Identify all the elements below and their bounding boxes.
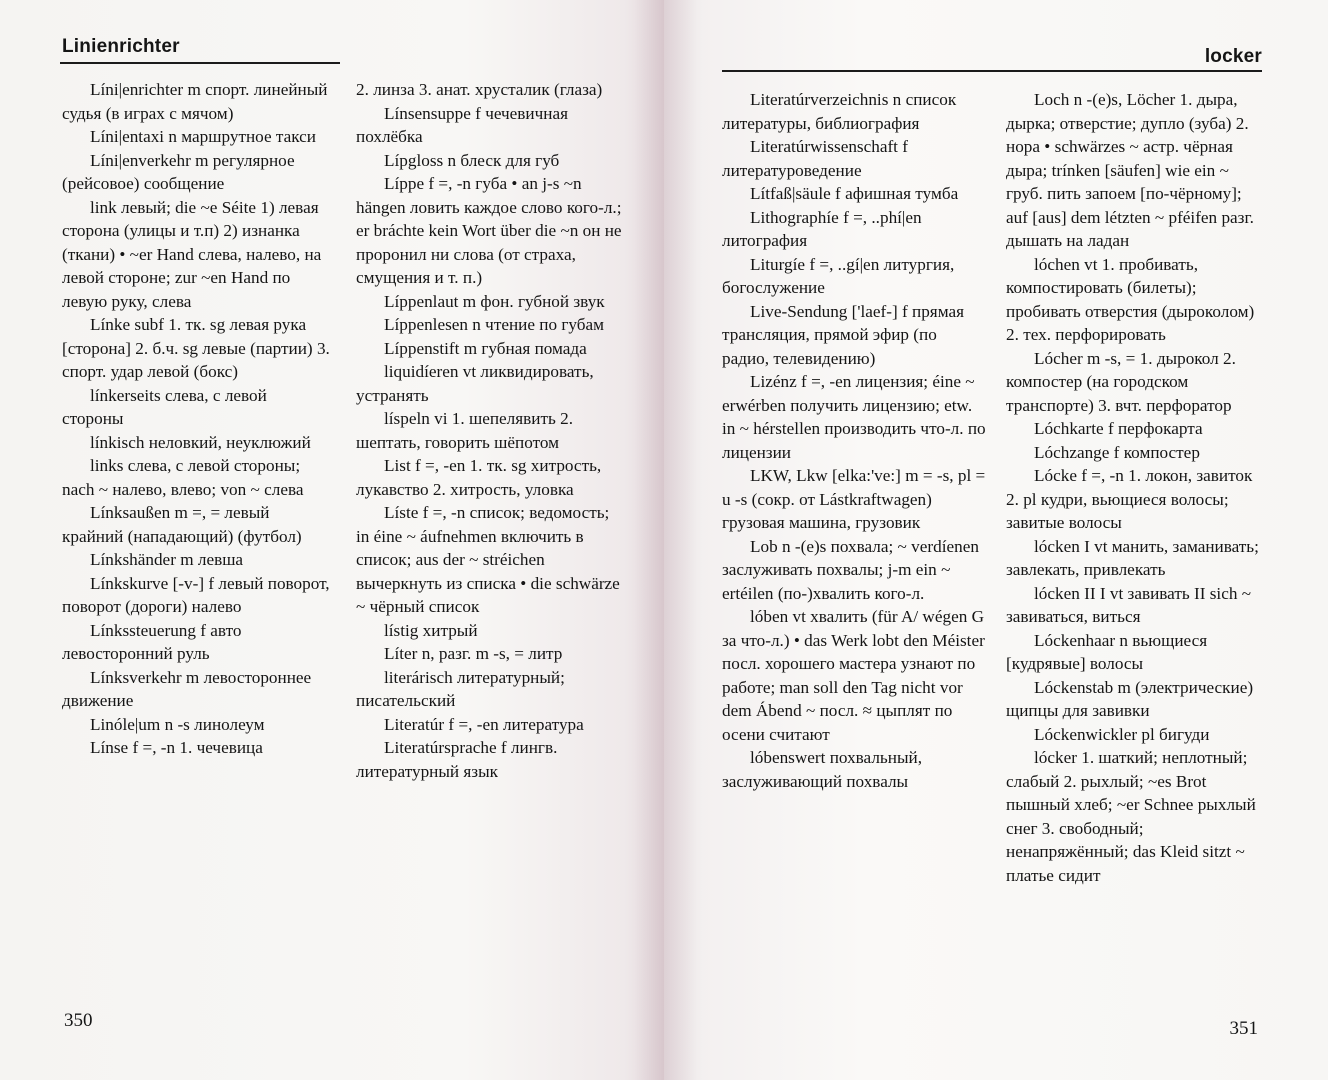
dictionary-entry: Línkssteuerung f авто левосторонний руль [62, 620, 242, 663]
dictionary-entry: lóben vt хвалить (für A/ wégen G за что-л.) • das Werk lobt den Méister посл. хорошего мастера узнают по работе; man soll den Tag nicht vor dem Ábend ~ посл. ≈ цыплят по осени считают [722, 607, 985, 744]
dictionary-entry: Línkshänder m левша [90, 550, 244, 569]
dictionary-entry: Liturgíe f =, ..gí|en литургия, богослужение [722, 254, 955, 297]
dictionary-entry: Línsensuppe f чечевичная похлёбка [356, 103, 569, 146]
dictionary-entry: Lóchkarte f перфокарта [1034, 419, 1203, 438]
dictionary-entry: literárisch литературный; писательский [356, 667, 565, 710]
dictionary-entry: links слева, с левой стороны; nach ~ налево, влево; von ~ слева [62, 456, 304, 499]
dictionary-entry: Lóckenhaar n вьющиеся [кудрявые] волосы [1006, 630, 1208, 673]
dictionary-entry: Loch n -(e)s, Löcher 1. дыра, дырка; отверстие; дупло (зуба) 2. нора • schwärzes ~ астр. чёрная дыра; trínken [säufen] wie ein ~ груб. пить запоем [по-чёрному]; auf [aus] dem létzten ~ pféifen разг. дышать на ладан [1006, 90, 1254, 250]
dictionary-entry: línkisch неловкий, неуклюжий [90, 432, 311, 452]
dictionary-entry: Líter n, разг. m -s, = литр [384, 644, 563, 663]
right-page [664, 0, 1328, 1080]
dictionary-entry: liquidíeren vt ликвидировать, устранять [356, 362, 594, 405]
dictionary-entry: lócken II I vt завивать II sich ~ завиваться, виться [1006, 583, 1252, 626]
dictionary-entry: Línksaußen m =, = левый крайний (нападающий) (футбол) [62, 503, 302, 546]
dictionary-entry: Línksverkehr m левостороннее движение [62, 667, 312, 710]
dictionary-entry: Líni|enverkehr m регулярное (рейсовое) сообщение [62, 150, 295, 193]
dictionary-entry: Literatúrsprache f лингв. литературный язык [356, 738, 558, 781]
dictionary-entry: Lócher m -s, = 1. дырокол 2. компостер (на городском транспорте) 3. вчт. перфоратор [1006, 348, 1236, 415]
dictionary-entry: Lithographíe f =, ..phí|en литография [722, 207, 922, 250]
dictionary-entry: lóchen vt 1. пробивать, компостировать (билеты); пробивать отверстия (дыроколом) 2. тех. перфорировать [1006, 254, 1255, 344]
dictionary-entry: Lítfaß|säule f афишная тумба [750, 184, 959, 203]
dictionary-entry: Líppe f =, -n губа • an j-s ~n hängen ловить каждое слово кого-л.; er bráchte kein Wort über die ~n он не проронил ни слова (от страха, смущения и т. п.) [356, 174, 622, 287]
dictionary-entry: lístig хитрый [384, 620, 478, 640]
dictionary-entry: link левый; die ~e Séite 1) левая сторона (улицы и т.п) 2) изнанка (ткани) • ~er Hand слева, налево, на левой стороне; zur ~en Hand по левую руку, слева [62, 197, 322, 311]
running-header-right: locker [1204, 46, 1262, 67]
dictionary-entry: Líppenlaut m фон. губной звук [384, 291, 605, 311]
header-rule-right [722, 70, 1262, 72]
dictionary-entry: Líste f =, -n список; ведомость; in éine ~ áufnehmen включить в список; aus der ~ stréichen вычеркнуть из списка • die schwärze ~ чёрный список [356, 503, 620, 616]
header-rule-left [60, 62, 340, 64]
dictionary-entry: Linóle|um n -s линолеум [90, 714, 265, 734]
dictionary-entry: Líni|entaxi n маршрутное такси [90, 127, 316, 146]
dictionary-entry: Líppenlesen n чтение по губам [384, 315, 605, 334]
gutter-shadow [664, 0, 704, 1080]
column-2 [356, 78, 624, 783]
page-number-right: 351 [1229, 1018, 1258, 1039]
dictionary-entry: Lizénz f =, -en лицензия; éine ~ erwérben получить лицензию; etw. in ~ hérstellen производить что-л. по лицензии [722, 372, 986, 462]
gutter-shadow [634, 0, 664, 1080]
dictionary-entry: List f =, -en 1. тк. sg хитрость, лукавство 2. хитрость, уловка [356, 456, 602, 499]
dictionary-entry: lócken I vt манить, заманивать; завлекать, привлекать [1006, 536, 1259, 579]
dictionary-entry: Literatúrverzeichnis n список литературы, библиография [722, 90, 957, 133]
dictionary-entry: Lóckenwickler pl бигуди [1034, 724, 1210, 744]
running-header-left: Linienrichter [62, 36, 180, 57]
dictionary-entry: Lócke f =, -n 1. локон, завиток 2. pl кудри, вьющиеся волосы; завитые волосы [1006, 466, 1253, 532]
dictionary-entry: Líppenstift m губная помада [384, 338, 587, 358]
dictionary-entry: Lóckenstab m (электрические) щипцы для завивки [1006, 677, 1254, 720]
dictionary-entry: líspeln vi 1. шепелявить 2. шептать, говорить шёпотом [356, 409, 574, 452]
dictionary-entry: 2. линза 3. анат. хрусталик (глаза) [356, 80, 603, 99]
dictionary-entry: Live-Sendung ['laef-] f прямая трансляция, прямой эфир (по радио, телевидению) [722, 301, 965, 368]
page-number-left: 350 [64, 1010, 93, 1031]
dictionary-entry: lóbenswert похвальный, заслуживающий похвалы [722, 748, 922, 791]
dictionary-entry: Línse f =, -n 1. чечевица [90, 738, 263, 757]
dictionary-entry: Lob n -(e)s похвала; ~ verdíenen заслуживать похвалы; j-m ein ~ ertéilen (по-)хвалить кого-л. [722, 536, 979, 603]
dictionary-entry: Línkskurve [-v-] f левый поворот, поворот (дороги) налево [62, 573, 330, 616]
dictionary-entry: LKW, Lkw [elka:'ve:] m = -s, pl = u -s (сокр. от Lástkraftwagen) грузовая машина, грузовик [722, 466, 986, 532]
dictionary-entry: lócker 1. шаткий; неплотный; слабый 2. рыхлый; ~es Brot пышный хлеб; ~er Schnee рыхлый снег 3. свободный; ненапряжённый; das Kleid sitzt ~ платье сидит [1006, 748, 1256, 885]
column-3 [722, 88, 988, 793]
dictionary-entry: Lóchzange f компостер [1034, 442, 1200, 462]
dictionary-entry: Lípgloss n блеск для губ [384, 150, 560, 170]
column-4 [1006, 88, 1262, 887]
column-1 [62, 78, 330, 760]
dictionary-entry: Línke subf 1. тк. sg левая рука [сторона] 2. б.ч. sg левые (партии) 3. спорт. удар левой (бокс) [62, 315, 330, 381]
dictionary-entry: Literatúr f =, -en литература [384, 714, 584, 734]
dictionary-entry: Literatúrwissenschaft f литературоведение [722, 137, 908, 180]
dictionary-entry: Líni|enrichter m спорт. линейный судья (в играх с мячом) [62, 80, 328, 123]
dictionary-entry: línkerseits слева, с левой стороны [62, 385, 267, 428]
